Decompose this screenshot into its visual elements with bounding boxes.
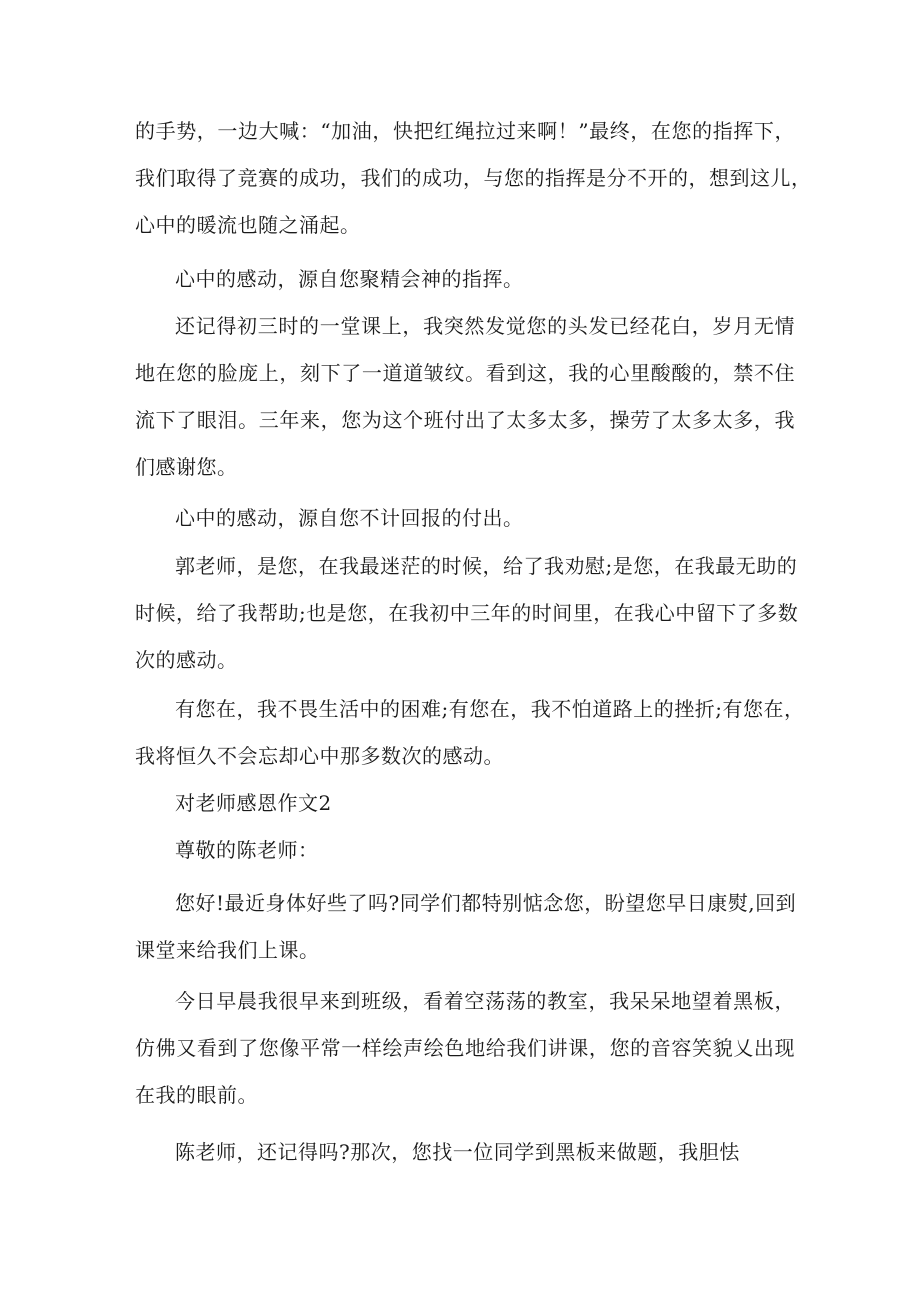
heading-text: 对老师感恩作文2 [175, 791, 332, 815]
text-line: 课堂来给我们上课。 [135, 938, 320, 962]
text-line: 次的感动。 [135, 648, 238, 672]
salutation [135, 827, 795, 874]
text-line: 您好!最近身体好些了吗?同学们都特别惦念您，盼望您早日康熨,回到 [175, 891, 797, 915]
text-line: 我们取得了竞赛的成功，我们的成功，与您的指挥是分不开的，想到这儿， [135, 166, 812, 190]
text-line: 时候，给了我帮助;也是您，在我初中三年的时间里，在我心中留下了多数 [135, 601, 799, 625]
text-line: 流下了眼泪。三年来，您为这个班付出了太多太多，操劳了太多太多，我 [135, 408, 795, 432]
text-line: 心中的感动，源自您聚精会神的指挥。 [175, 267, 524, 291]
text-line: 陈老师，还记得吗?那次，您找一位同学到黑板来做题，我胆怯 [175, 1140, 740, 1164]
text-line: 们感谢您。 [135, 455, 238, 479]
paragraph [135, 686, 805, 780]
text-line: 尊敬的陈老师： [175, 838, 319, 862]
paragraph [135, 543, 799, 684]
paragraph [135, 256, 795, 303]
text-line: 还记得初三时的一堂课上，我突然发觉您的头发已经花白，岁月无情 [175, 314, 795, 338]
text-line: 郭老师，是您，在我最迷茫的时候，给了我劝慰;是您，在我最无助的 [175, 554, 798, 578]
text-line: 心中的暖流也随之涌起。 [135, 213, 361, 237]
text-line: 在我的眼前。 [135, 1083, 258, 1107]
text-line: 今日早晨我很早来到班级，看着空荡荡的教室，我呆呆地望着黑板， [175, 989, 795, 1013]
paragraph [135, 978, 795, 1119]
text-line: 心中的感动，源自您不计回报的付出。 [175, 506, 524, 530]
text-line: 的手势，一边大喊：“加油，快把红绳拉过来啊！”最终，在您的指挥下， [135, 119, 795, 143]
paragraph-continuation [135, 108, 812, 249]
paragraph [135, 880, 795, 974]
paragraph [135, 1129, 795, 1176]
paragraph [135, 303, 795, 491]
paragraph [135, 495, 795, 542]
section-heading [135, 780, 795, 827]
text-line: 仿佛又看到了您像平常一样绘声绘色地给我们讲课，您的音容笑貌乂出现 [135, 1036, 795, 1060]
text-line: 有您在，我不畏生活中的困难;有您在，我不怕道路上的挫折;有您在， [175, 697, 805, 721]
text-line: 我将恒久不会忘却心中那多数次的感动。 [135, 744, 504, 768]
text-line: 地在您的脸庞上，刻下了一道道皱纹。看到这，我的心里酸酸的，禁不住 [135, 361, 795, 385]
